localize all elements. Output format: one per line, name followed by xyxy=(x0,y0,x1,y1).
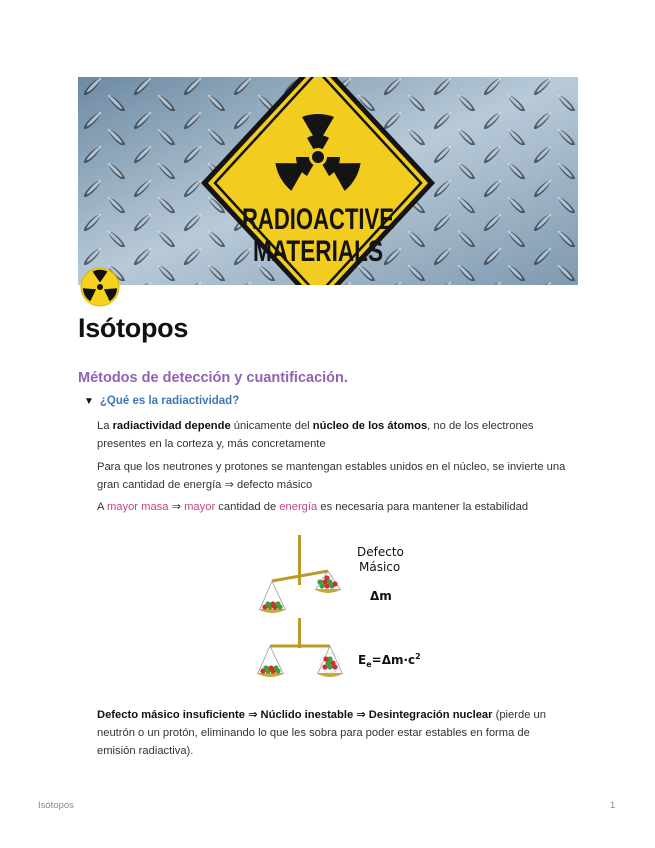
text: únicamente del xyxy=(230,420,313,432)
highlight-text: energía xyxy=(279,501,318,513)
text: , no de los electrones presentes en la corteza y, más concretamente xyxy=(97,420,534,450)
text: es necesaria para mantener la estabilidad xyxy=(317,501,529,513)
bold-text: Defecto másico insuficiente ⇒ Núclido inestable ⇒ Desintegración nuclear xyxy=(97,709,493,721)
page-title: Isótopos xyxy=(78,313,189,343)
text: La xyxy=(97,420,113,432)
delta-m-label: Δm xyxy=(370,589,392,603)
balance-top xyxy=(258,535,342,613)
toggle-block[interactable] xyxy=(84,395,239,407)
text: ⇒ xyxy=(168,501,185,513)
section-heading: Métodos de detección y cuantificación. xyxy=(78,370,348,386)
paragraph-radioactivity xyxy=(97,417,567,453)
equation-subscript: e xyxy=(366,660,372,669)
equation xyxy=(358,652,421,669)
bold-text: radiactividad depende xyxy=(112,420,231,432)
figure-label-2: Másico xyxy=(359,560,401,574)
equation-superscript: 2 xyxy=(415,652,421,661)
sign-line-2: MATERIALS xyxy=(253,235,383,268)
cover-image xyxy=(78,77,578,285)
highlight-text: mayor xyxy=(184,501,216,513)
radiation-icon xyxy=(80,267,120,307)
page-number: 1 xyxy=(610,800,616,811)
text: cantidad de xyxy=(215,501,280,513)
paragraph-mass-energy xyxy=(97,498,567,516)
highlight-text: mayor masa xyxy=(106,501,169,513)
paragraph-mass-defect xyxy=(97,706,567,760)
equation-rest: =Δm·c xyxy=(371,653,416,667)
toggle-arrow-icon[interactable]: ▼ xyxy=(84,395,94,407)
bold-text: núcleo de los átomos xyxy=(312,420,428,432)
figure-label-1: Defecto xyxy=(357,545,404,559)
text: (pierde un neutrón o un protón, eliminando lo que les sobra para poder estar estables en forma de emisión radiactiva). xyxy=(97,709,546,757)
toggle-label[interactable]: ¿Qué es la radiactividad? xyxy=(99,395,240,407)
paragraph-binding-energy: Para que los neutrones y protones se mantengan estables unidos en el núcleo, se invierte una gran cantidad de energía ⇒ defecto másico xyxy=(97,461,566,491)
mass-defect-figure xyxy=(250,533,430,683)
balance-bottom xyxy=(256,618,344,677)
footer-title: Isótopos xyxy=(38,800,74,811)
equation-e: E xyxy=(358,653,367,667)
text: A xyxy=(97,501,107,513)
sign-line-1: RADIOACTIVE xyxy=(242,203,394,236)
